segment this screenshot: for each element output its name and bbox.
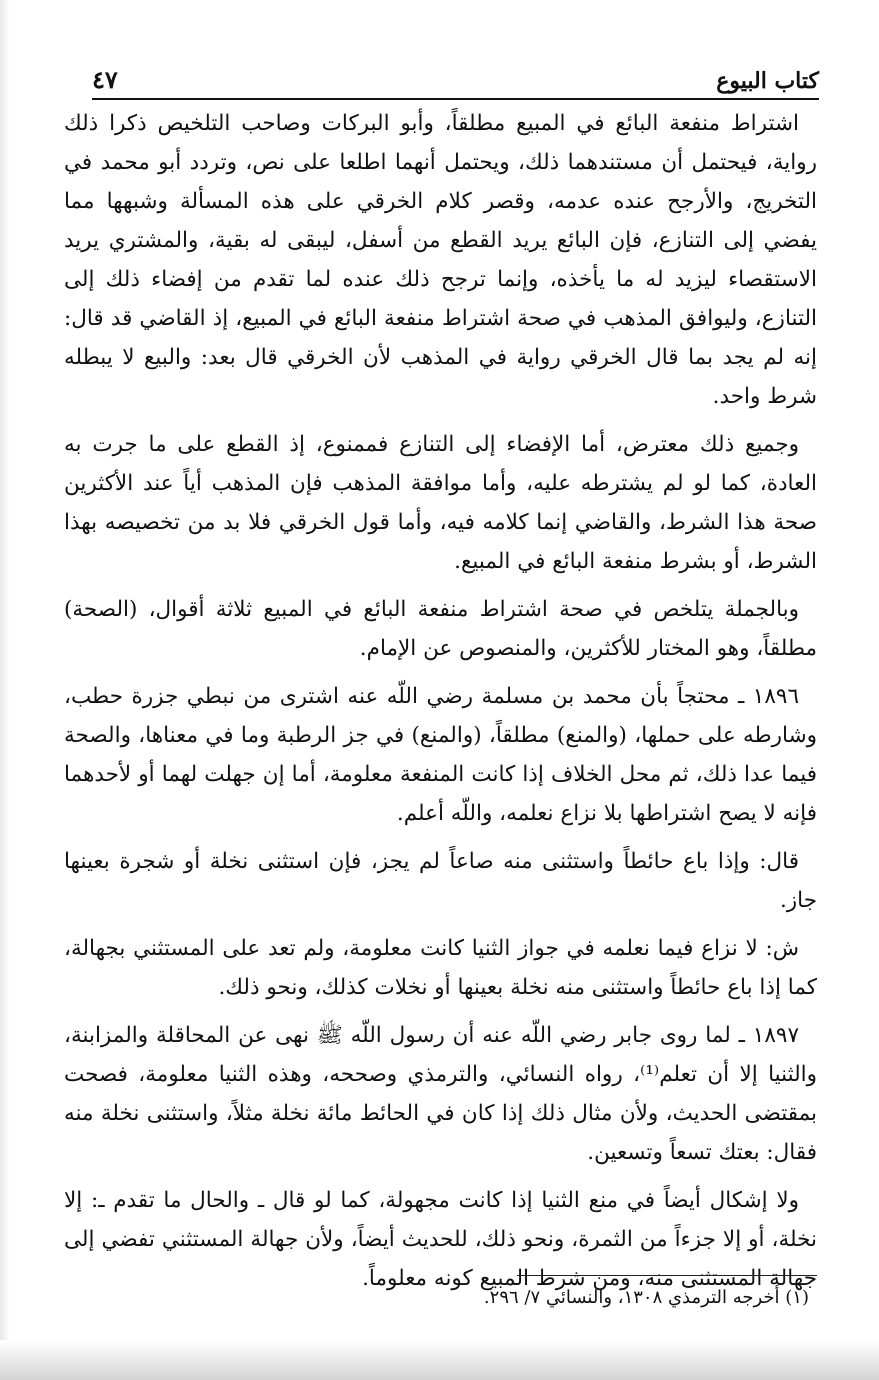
- body-text: [64, 104, 817, 1307]
- paragraph-6: ش: لا نزاع فيما نعلمه في جواز الثنيا كانت معلومة، ولم تعد على المستثني بجهالة، كما إذا باع حائطاً واستثنى منه نخلة بعينها أو نخلات كذلك، ونحو ذلك.: [64, 936, 817, 1000]
- paragraph-3: وبالجملة يتلخص في صحة اشتراط منفعة البائع في المبيع ثلاثة أقوال، (الصحة) مطلقاً، وهو المختار للأكثرين، والمنصوص عن الإمام.: [64, 597, 817, 661]
- paragraph-7: ١٨٩٧ ـ لما روى جابر رضي اللّه عنه أن رسول اللّه ﷺ نهى عن المحاقلة والمزابنة، والثنيا إلا أن تعلم⁽¹⁾، رواه النسائي، والترمذي وصححه، وهذه الثنيا معلومة، فصحت بمقتضى الحديث، ولأن مثال ذلك إذا كان في الحائط مائة نخلة مثلاً، واستثنى نخلة منه فقال: بعتك تسعاً وتسعين.: [64, 1023, 817, 1165]
- scan-edge-bottom: [0, 1340, 879, 1380]
- paragraph-4: ١٨٩٦ ـ محتجاً بأن محمد بن مسلمة رضي اللّه عنه اشترى من نبطي جزرة حطب، وشارطه على حملها، (والمنع) مطلقاً، (والمنع) في جز الرطبة وما في معناها، والصحة فيما عدا ذلك، ثم محل الخلاف إذا كانت المنفعة معلومة، أما إن جهلت لهما أو لأحدهما فإنه لا يصح اشتراطها بلا نزاع نعلمه، واللّه أعلم.: [64, 684, 817, 826]
- page-number: ٤٧: [92, 65, 118, 94]
- footnote-divider: [517, 1275, 817, 1276]
- page-header: [92, 44, 819, 100]
- paragraph-1: اشتراط منفعة البائع في المبيع مطلقاً، وأبو البركات وصاحب التلخيص ذكرا ذلك رواية، فيحتمل أن مستندهما ذلك، ويحتمل أنهما اطلعا على نص، وتردد أبو محمد في التخريج، والأرجح عنده عدمه، وقصر كلام الخرقي على هذه المسألة وشبهها مما يفضي إلى التنازع، فإن البائع يريد القطع من أسفل، ليبقى له بقية، والمشتري يريد الاستقصاء ليزيد له ما يأخذه، وإنما ترجح ذلك عنده لما تقدم من إفضاء ذلك إلى التنازع، وليوافق المذهب في صحة اشتراط منفعة البائع في المبيع، إذ القاضي قد قال: إنه لم يجد بما قال الخرقي رواية في المذهب لأن الخرقي قال بعد: والبيع لا يبطله شرط واحد.: [64, 111, 817, 409]
- paragraph-2: وجميع ذلك معترض، أما الإفضاء إلى التنازع فممنوع، إذ القطع على ما جرت به العادة، كما لو لم يشترطه عليه، وأما موافقة المذهب فإن المذهب أياً عند الأكثرين صحة هذا الشرط، والقاضي إنما كلامه فيه، وأما قول الخرقي فلا بد من تخصيصه بهذا الشرط، أو بشرط منفعة البائع في المبيع.: [64, 432, 817, 574]
- footnote: (١) أخرجه الترمذي ١٣٠٨، والنسائي ٧/ ٢٩٦.: [483, 1287, 809, 1308]
- paragraph-8: ولا إشكال أيضاً في منع الثنيا إذا كانت مجهولة، كما لو قال ـ والحال ما تقدم ـ: إلا نخلة، أو إلا جزءاً من الثمرة، ونحو ذلك، للحديث أيضاً، ولأن جهالة المستثني تفضي إلى جهالة المستثنى منه، ومن شرط المبيع كونه معلوماً.: [64, 1188, 817, 1291]
- running-title: كتاب البيوع: [716, 68, 819, 94]
- paragraph-5: قال: وإذا باع حائطاً واستثنى منه صاعاً لم يجز، فإن استثنى نخلة أو شجرة بعينها جاز.: [64, 849, 817, 913]
- scan-edge-side: [0, 0, 10, 1380]
